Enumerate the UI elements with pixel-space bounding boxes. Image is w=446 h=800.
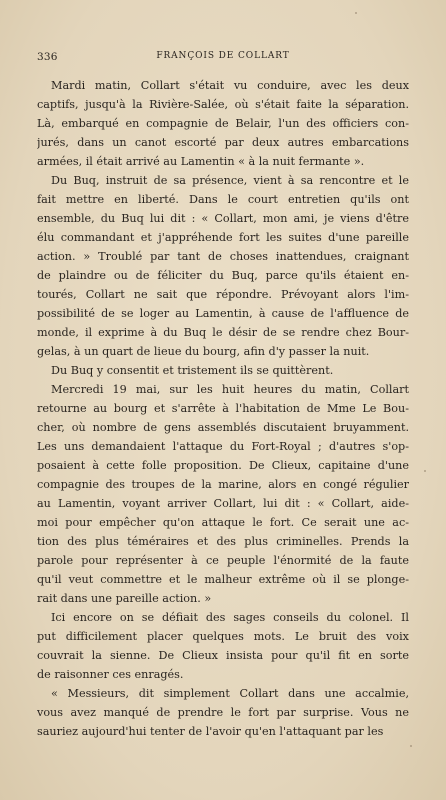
page-header	[37, 51, 409, 67]
paragraph	[37, 608, 409, 684]
body-text	[37, 76, 409, 741]
text-line: Là, embarqué en compagnie de Belair, l'un des officiers con-	[37, 117, 409, 130]
text-line: de raisonner ces enragés.	[37, 668, 184, 681]
paper-speck	[355, 12, 357, 14]
text-line: « Messieurs, dit simplement Collart dans une accalmie,	[51, 687, 409, 700]
text-line: moi pour empêcher qu'on attaque le fort. Ce serait une ac-	[37, 516, 409, 529]
paragraph	[37, 361, 409, 380]
text-line: Ici encore on se défiait des sages conseils du colonel. Il	[51, 611, 409, 624]
text-line: retourne au bourg et s'arrête à l'habitation de Mme Le Bou-	[37, 402, 409, 415]
text-line: au Lamentin, voyant arriver Collart, lui dit : « Collart, aide-	[37, 497, 409, 510]
text-line: Les uns demandaient l'attaque du Fort-Royal ; d'autres s'op-	[37, 440, 409, 453]
text-line: compagnie des troupes de la marine, alors en congé régulier	[37, 478, 409, 491]
paragraph	[37, 684, 409, 741]
page-number: 336	[37, 51, 58, 63]
text-line: Du Buq, instruit de sa présence, vient à sa rencontre et le	[51, 174, 409, 187]
text-line: possibilité de se loger au Lamentin, à cause de l'affluence de	[37, 307, 409, 320]
paragraph	[37, 171, 409, 361]
paragraph	[37, 380, 409, 608]
text-line: cher, où nombre de gens assemblés discutaient bruyamment.	[37, 421, 409, 434]
text-line: Mardi matin, Collart s'était vu conduire, avec les deux	[51, 79, 409, 92]
text-line: élu commandant et j'appréhende fort les suites d'une pareille	[37, 231, 409, 244]
paper-speck	[424, 470, 426, 472]
text-line: de plaindre ou de féliciter du Buq, parce qu'ils étaient en-	[37, 269, 409, 282]
text-line: armées, il était arrivé au Lamentin « à la nuit fermante ».	[37, 155, 365, 168]
text-line: captifs, jusqu'à la Rivière-Salée, où s'était faite la séparation.	[37, 98, 409, 111]
text-line: Mercredi 19 mai, sur les huit heures du matin, Collart	[51, 383, 409, 396]
text-line: action. » Troublé par tant de choses inattendues, craignant	[37, 250, 409, 263]
text-line: jurés, dans un canot escorté par deux autres embarcations	[37, 136, 409, 149]
text-line: gelas, à un quart de lieue du bourg, afin d'y passer la nuit.	[37, 345, 370, 358]
text-line: monde, il exprime à du Buq le désir de se rendre chez Bour-	[37, 326, 409, 339]
text-line: posaient à cette folle proposition. De Clieux, capitaine d'une	[37, 459, 409, 472]
text-line: qu'il veut commettre et le malheur extrême où il se plonge-	[37, 573, 409, 586]
text-line: Du Buq y consentit et tristement ils se quittèrent.	[51, 364, 334, 377]
running-head: FRANÇOIS DE COLLART	[156, 51, 290, 61]
text-line: vous avez manqué de prendre le fort par surprise. Vous ne	[37, 706, 409, 719]
text-line: couvrait la sienne. De Clieux insista pour qu'il fit en sorte	[37, 649, 409, 662]
text-line: ensemble, du Buq lui dit : « Collart, mon ami, je viens d'être	[37, 212, 409, 225]
text-line: fait mettre en liberté. Dans le court entretien qu'ils ont	[37, 193, 409, 206]
text-line: parole pour représenter à ce peuple l'énormité de la faute	[37, 554, 409, 567]
paragraph	[37, 76, 409, 171]
text-line: rait dans une pareille action. »	[37, 592, 212, 605]
text-line: put difficilement placer quelques mots. Le bruit des voix	[37, 630, 409, 643]
text-line: sauriez aujourd'hui tenter de l'avoir qu'en l'attaquant par les	[37, 725, 384, 738]
paper-speck	[410, 745, 412, 747]
text-line: tourés, Collart ne sait que répondre. Prévoyant alors l'im-	[37, 288, 409, 301]
text-line: tion des plus téméraires et des plus criminelles. Prends la	[37, 535, 409, 548]
